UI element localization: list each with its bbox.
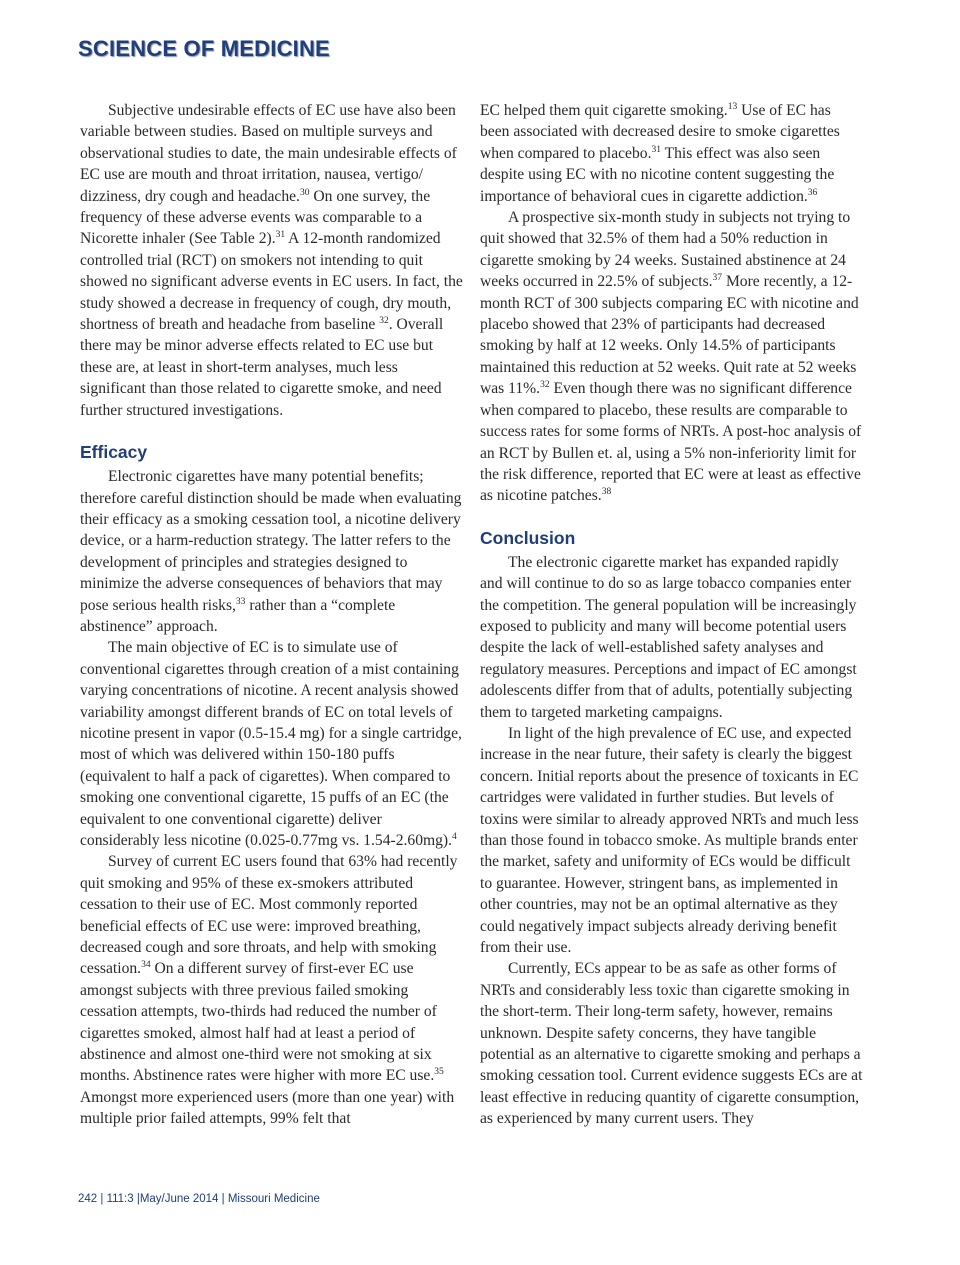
paragraph-current-evidence: Currently, ECs appear to be as safe as other forms of NRTs and considerably less toxic than cigarette smoking in the short-term. Their long-term safety, however, remains unknown. Despite safety concerns, they have tangible potential as an alternative to cigarette smoking and perhaps a smoking cessation tool. Current evidence suggests ECs are at least effective in reducing quantity of cigarette consumption, as experienced by many current users. They <box>480 960 863 1128</box>
right-column <box>480 100 863 1130</box>
citation: 30 <box>299 187 310 198</box>
paragraph-continued: EC helped them quit cigarette smoking.$^{13}$ Use of EC has been associated with decreased desire to smoke cigarettes when compared to placebo.$^{31}$ This effect was also seen despite using EC with no nicotine content suggesting the importance of behavioral cues in cigarette addiction.$^{36}$ <box>480 102 840 205</box>
citation: 38 <box>601 487 612 498</box>
paragraph-user-survey: Survey of current EC users found that 63% had recently quit smoking and 95% of these ex-smokers attributed cessation to their use of EC. Most commonly reported beneficial effects of EC use were: improved breathing, decreased cough and sore throats, and help with smoking cessation.$^{34}$ On a different survey of first-ever EC use amongst subjects with three previous failed smoking cessation attempts, two-thirds had reduced the number of cigarettes smoked, almost half had at least a period of abstinence and almost one-third were not smoking at six months. Abstinence rates were higher with more EC use.$^{35}$ Amongst more experienced users (more than one year) with multiple prior failed attempts, 99% felt that <box>80 853 458 1128</box>
citation: 32 <box>540 380 550 391</box>
citation: 34 <box>141 960 151 971</box>
citation: 35 <box>434 1067 444 1078</box>
citation: 33 <box>235 596 246 607</box>
paragraph-adverse-effects: Subjective undesirable effects of EC use have also been variable between studies. Based on multiple surveys and observational studies to date, the main undesirable effects of EC use are mouth and throat irritation, nausea, vertigo/ dizziness, dry cough and headache.$^{30}$ On one survey, the frequency of these adverse events was comparable to a Nicorette inhaler (See Table 2).$^{31}$ A 12-month randomized controlled trial (RCT) on smokers not intending to quit showed no significant adverse events in EC users. In fact, the study showed a decrease in frequency of cough, dry mouth, shortness of breath and headache from baseline $^{32}$. Overall there may be minor adverse effects related to EC use but these are, at least in short-term analyses, much less significant than those related to cigarette smoke, and need further structured investigations. <box>80 102 463 419</box>
citation: 32 <box>379 316 389 327</box>
paragraph-prospective-study: A prospective six-month study in subjects not trying to quit showed that 32.5% of them had a 50% reduction in cigarette smoking by 24 weeks. Sustained abstinence at 24 weeks occurred in 22.5% of subjects.$^{37}$ More recently, a 12-month RCT of 300 subjects comparing EC with nicotine and placebo showed that 23% of participants had decreased smoking by half at 12 weeks. Only 14.5% of participants maintained this reduction at 52 weeks. Quit rate at 52 weeks was 11%.$^{32}$ Even though there was no significant difference when compared to placebo, these results are comparable to success rates for some forms of NRTs. A post-hoc analysis of an RCT by Bullen et. al, using a 5% non-inferiority limit for the risk difference, reported that EC were at least as effective as nicotine patches.$^{38}$ <box>480 209 862 505</box>
citation: 36 <box>807 187 818 198</box>
section-header: SCIENCE OF MEDICINE <box>78 36 330 61</box>
paragraph-safety: In light of the high prevalence of EC use, and expected increase in the near future, their safety is clearly the biggest concern. Initial reports about the presence of toxicants in EC cartridges were validated in further studies. But levels of toxins were similar to already approved NRTs and much less than those found in tobacco smoke. As multiple brands enter the market, safety and uniformity of ECs would be difficult to guarantee. However, stringent bans, as implemented in other countries, may not be an optimal alternative as they could negatively impact subjects already deriving benefit from their use. <box>480 724 859 957</box>
efficacy-heading: Efficacy <box>80 442 148 463</box>
conclusion-heading: Conclusion <box>480 527 576 548</box>
page-footer: 242 | 111:3 |May/June 2014 | Missouri Medicine <box>78 1193 320 1205</box>
paragraph-benefits: Electronic cigarettes have many potential benefits; therefore careful distinction should be made when evaluating their efficacy as a smoking cessation tool, a nicotine delivery device, or a harm-reduction strategy. The latter refers to the development of principles and strategies designed to minimize the adverse consequences of behaviors that may pose serious health risks,$^{33}$ rather than a “complete abstinence” approach. <box>80 468 462 635</box>
left-column <box>80 100 463 1130</box>
paragraph-market: The electronic cigarette market has expanded rapidly and will continue to do so as large tobacco companies enter the competition. The general population will be increasingly exposed to publicity and many will become potential users despite the lack of well-established safety analyses and regulatory measures. Perceptions and impact of EC amongst adolescents differ from that of adults, potentially subjecting them to targeted marketing campaigns. <box>480 553 857 721</box>
citation: 13 <box>727 102 738 112</box>
citation: 31 <box>651 144 661 155</box>
citation: 31 <box>275 230 286 241</box>
citation: 37 <box>712 273 723 284</box>
citation: 4 <box>452 832 457 842</box>
paragraph-nicotine-delivery: The main objective of EC is to simulate use of conventional cigarettes through creation of a mist containing varying concentrations of nicotine. A recent analysis showed variability amongst different brands of EC on total levels of nicotine present in vapor (0.5-15.4 mg) for a single cartridge, most of which was delivered within 150-180 puffs (equivalent to half a pack of cigarettes). When compared to smoking one conventional cigarette, 15 puffs of an EC (the equivalent to one conventional cigarette) deliver considerably less nicotine (0.025-0.77mg vs. 1.54-2.60mg).$^4$ <box>80 639 462 849</box>
